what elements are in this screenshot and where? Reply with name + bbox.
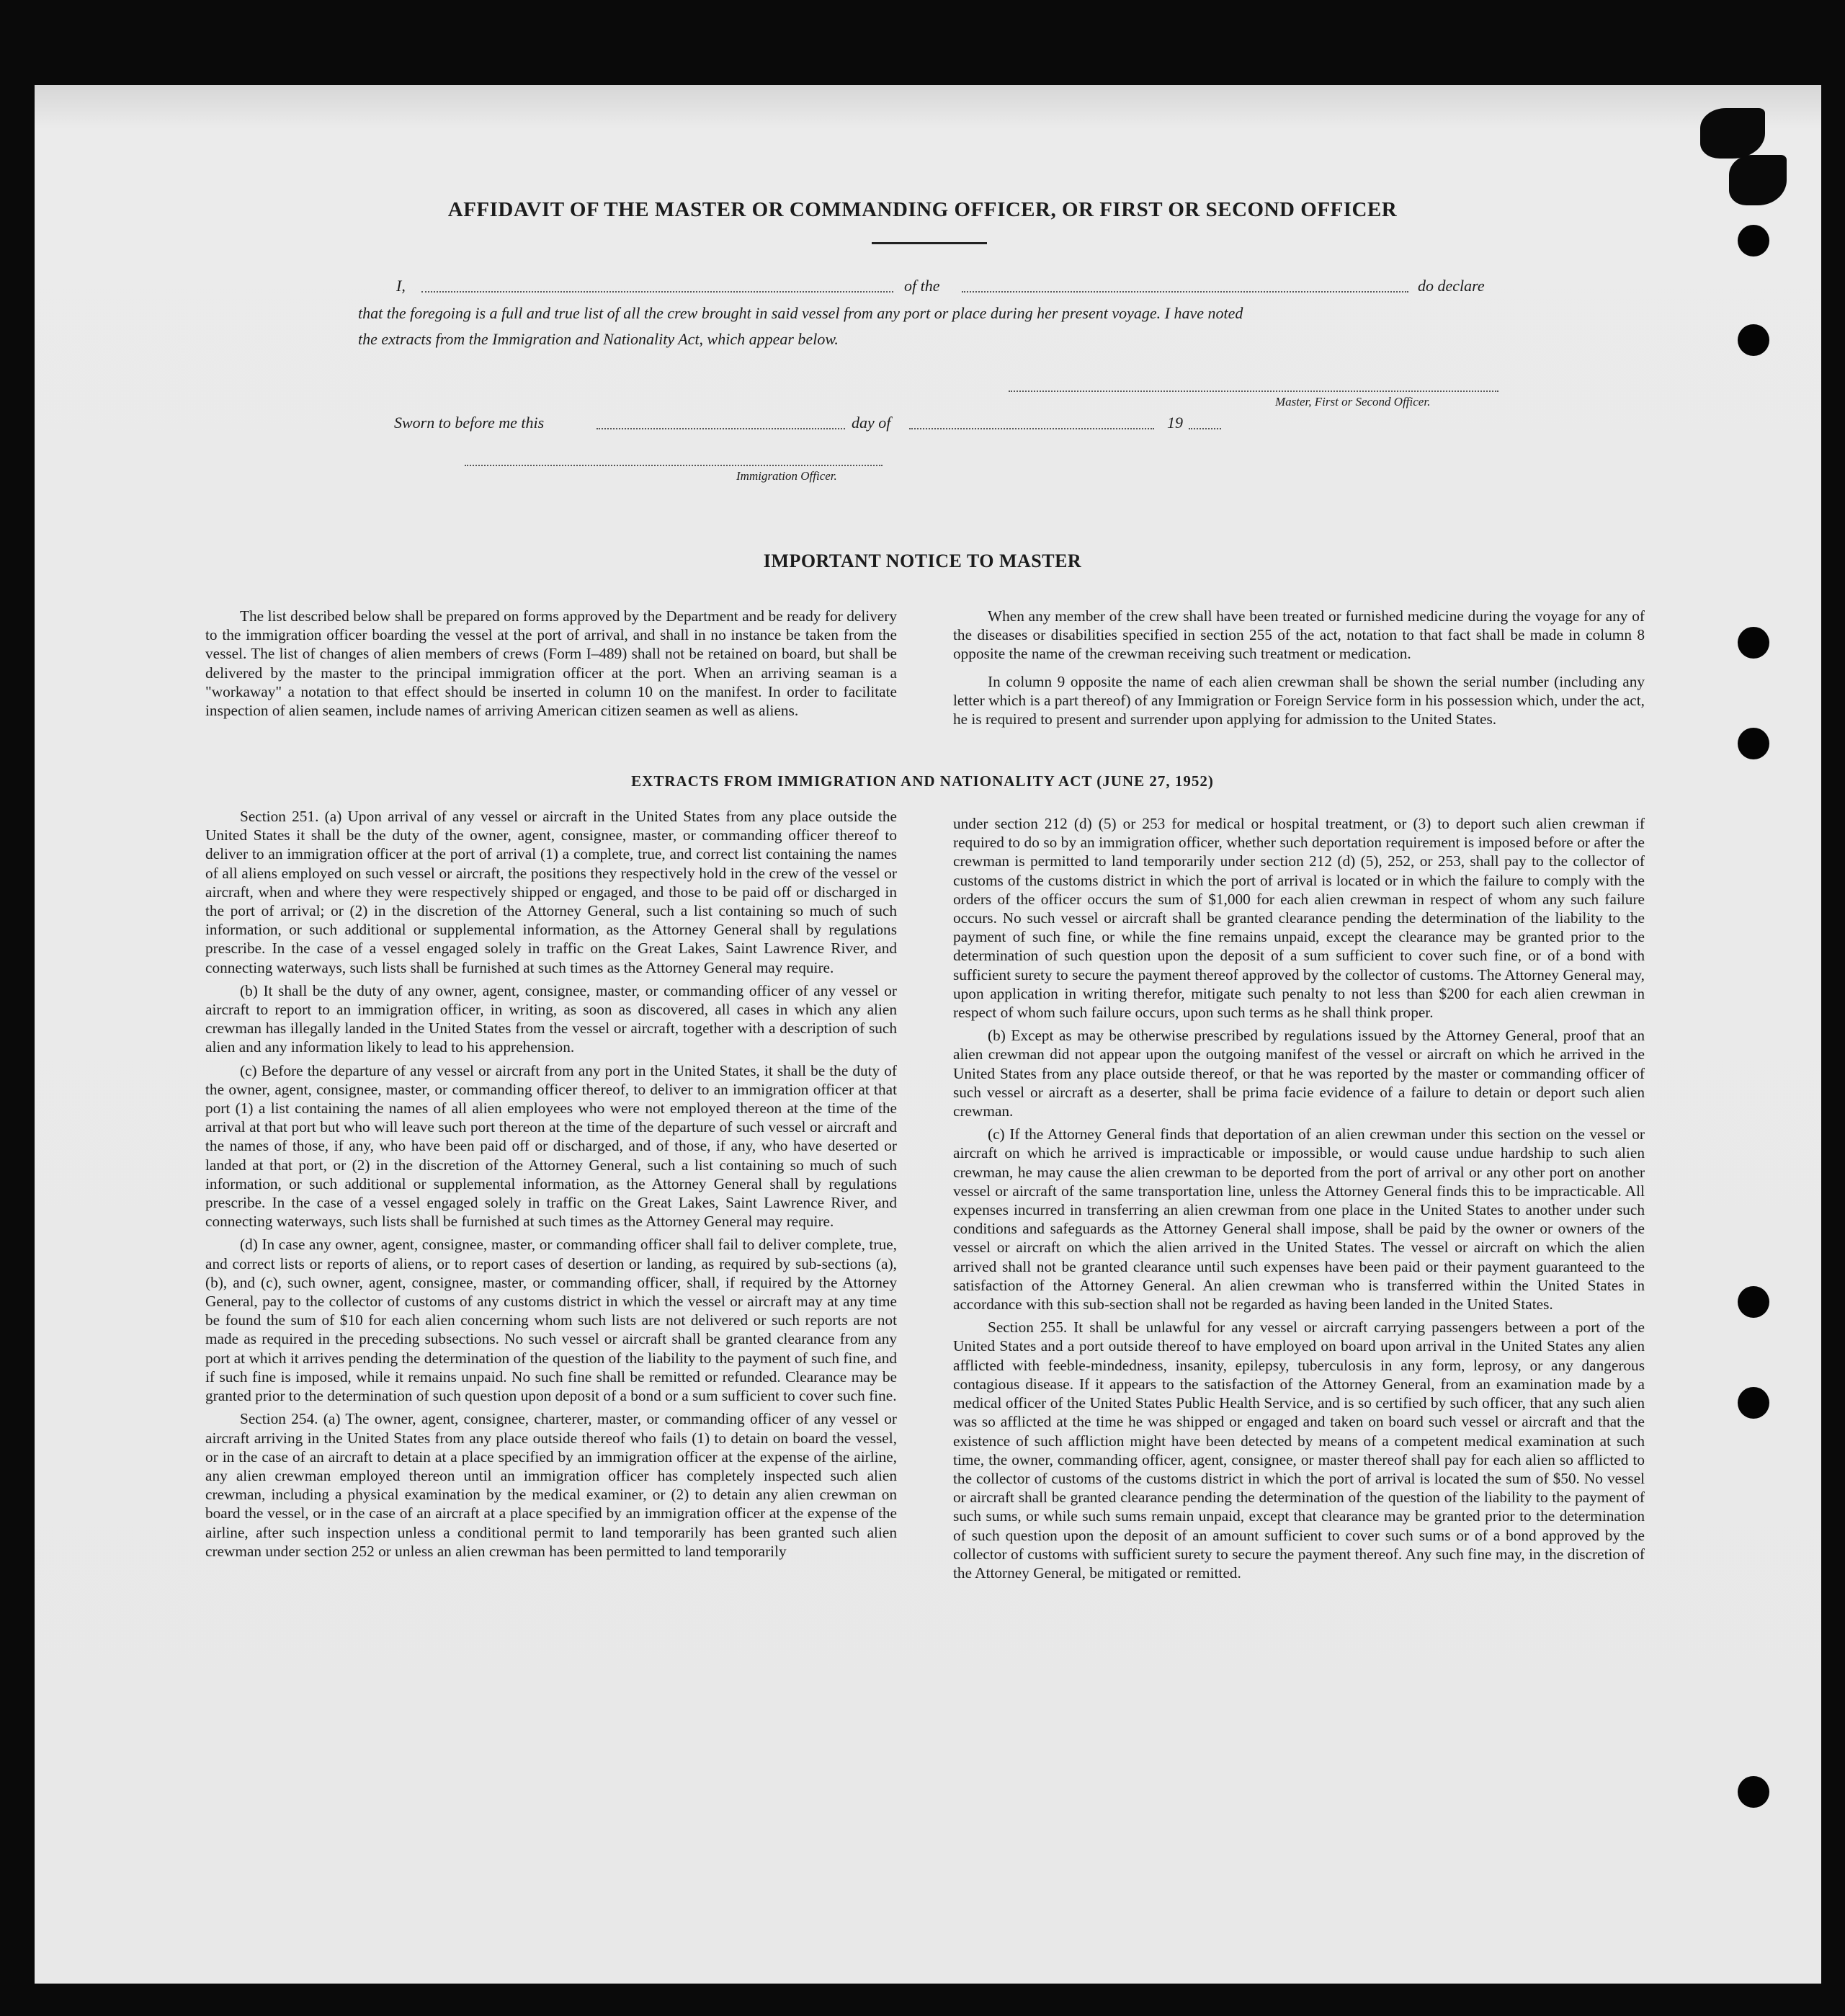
notice-title: IMPORTANT NOTICE TO MASTER	[763, 550, 1082, 571]
affidavit-statement-line: that the foregoing is a full and true list of all the crew brought in said vessel from any port or place during her present voyage. I have noted	[358, 304, 1243, 322]
act-paragraph: Section 251. (a) Upon arrival of any vessel or aircraft in the United States from any place outside the United States it shall be the duty of the owner, agent, consignee, master, or commanding officer thereof to deliver to an immigration officer at the port of arrival (1) a complete, true, and correct list containing the names of all aliens employed on such vessel or aircraft, the positions they respectively hold in the crew of the vessel or aircraft, when and where they were respectively shipped or engaged, and those to be paid off or discharged in the port of arrival; or (2) in the discretion of the Attorney General, such a list containing so much of such information, or such additional or supplemental information, as the Attorney General shall by regulations prescribe. In the case of a vessel engaged solely in traffic on the Great Lakes, Saint Lawrence River, and connecting waterways, such lists shall be furnished at such times as the Attorney General may require.	[205, 808, 897, 976]
binder-hole	[1738, 728, 1769, 759]
torn-corner	[1700, 108, 1765, 159]
extracts-title: EXTRACTS FROM IMMIGRATION AND NATIONALITY ACT (JUNE 27, 1952)	[631, 772, 1214, 790]
immigration-officer-signature-field[interactable]	[465, 465, 883, 466]
binder-hole	[1738, 225, 1769, 257]
extracts-left-column	[205, 807, 897, 1565]
extracts-right-column	[953, 814, 1645, 1587]
act-paragraph: (c) If the Attorney General finds that deportation of an alien crewman under this section on the vessel or aircraft on which he arrived is impracticable or impossible, or would cause undue hardship to such alien crewman, he may cause the alien crewman to be deported from the port of arrival or any other port on another vessel or aircraft of the same transportation line, unless the Attorney General finds this to be impracticable. All expenses incurred in transferring an alien crewman from one place in the United States to another under such conditions and safeguards as the Attorney General shall impose, shall be paid by the owner or owners of the vessel or aircraft on which the alien arrived in the United States. The vessel or aircraft on which the alien arrived shall not be granted clearance until such expenses have been paid or their payment guaranteed to the satisfaction of the Attorney General. An alien crewman who is transferred within the United States in accordance with this sub-section shall not be regarded as having been landed in the United States.	[953, 1125, 1645, 1313]
year-label: 19	[1167, 414, 1183, 432]
act-paragraph: Section 255. It shall be unlawful for any vessel or aircraft carrying passengers between a port of the United States and a port outside thereof to have employed on board upon arrival in the United States any alien afflicted with feeble-mindedness, insanity, epilepsy, tuberculosis in any form, leprosy, or any dangerous contagious disease. If it appears to the satisfaction of the Attorney General, from an examination made by a medical officer of the United States Public Health Service, and is so certified by such officer, that any such alien was so afflicted at the time he was shipped or engaged and taken on board such vessel or aircraft and that the existence of such affliction might have been detected by means of a competent medical examination at such time, the owner, commanding officer, agent, consignee, or master thereof shall pay for each alien so afflicted to the collector of customs of the customs district in which the port of arrival is located the sum of $50. No vessel or aircraft shall be granted clearance pending the determination of the question of the liability to the payment of such sums, or while such sums remain unpaid, except that clearance may be granted prior to the determination of such question upon the deposit of an amount sufficient to cover such sums or of a bond approved by the collector of customs with sufficient surety to secure the payment thereof. Any such fine may, in the discretion of the Attorney General, be mitigated or remitted.	[953, 1319, 1645, 1582]
binder-hole	[1738, 1776, 1769, 1808]
act-paragraph: (b) Except as may be otherwise prescribed by regulations issued by the Attorney General, proof that an alien crewman did not appear upon the outgoing manifest of the vessel or aircraft on which he arrived in the United States from any place outside thereof, or that he was reported by the master or commanding officer of such vessel or aircraft as a deserter, shall be prima facie evidence of a failure to detain or deport such alien crewman.	[953, 1027, 1645, 1120]
immigration-officer-caption: Immigration Officer.	[736, 469, 837, 483]
sworn-month-field[interactable]	[909, 428, 1154, 429]
master-caption: Master, First or Second Officer.	[1275, 395, 1431, 409]
vessel-field[interactable]	[962, 291, 1408, 293]
sworn-year-field[interactable]	[1189, 428, 1221, 429]
notice-right-column	[953, 607, 1645, 733]
act-paragraph: (b) It shall be the duty of any owner, agent, consignee, master, or commanding officer of any vessel or aircraft to report to an immigration officer, in writing, as soon as discovered, all cases in which any alien crewman has illegally landed in the United States from the vessel or aircraft, together with a description of such alien and any information likely to lead to his apprehension.	[205, 981, 897, 1056]
affidavit-of-the-label: of the	[904, 277, 940, 295]
affidavit-i-label: I,	[396, 277, 406, 295]
act-paragraph: Section 254. (a) The owner, agent, consignee, charterer, master, or commanding officer of any vessel or aircraft arriving in the United States from any place outside thereof who fails (1) to detain on board the vessel, or in the case of an aircraft to detain at a place specified by an immigration officer at the expense of the airline, any alien crewman employed thereon until an immigration officer has completely inspected such alien crewman, including a physical examination by the medical examiner, or (2) to detain any alien crewman on board the vessel, or in the case of an aircraft at a place specified by an immigration officer at the expense of the airline, after such inspection unless a conditional permit to land temporarily has been granted such alien crewman under section 252 or unless an alien crewman has been permitted to land temporarily	[205, 1410, 897, 1560]
title-rule	[872, 242, 987, 244]
affidavit-statement-line: the extracts from the Immigration and Nationality Act, which appear below.	[358, 330, 839, 348]
notice-paragraph: In column 9 opposite the name of each alien crewman shall be shown the serial number (including any letter which is a part thereof) of any Immigration or Foreign Service form in his possession which, under the act, he is required to present and surrender upon applying for admission to the United States.	[953, 672, 1645, 728]
notice-paragraph: The list described below shall be prepared on forms approved by the Department and be ready for delivery to the immigration officer boarding the vessel at the port of arrival, and shall in no instance be taken from the vessel. The list of changes of alien members of crews (Form I–489) shall not be retained on board, but shall be delivered by the master to the principal immigration officer at the port. When an arriving seaman is a "workaway" a notation to that effect should be inserted in column 10 on the manifest. In order to facilitate inspection of alien seamen, include names of arriving American citizen seamen as well as aliens.	[205, 607, 897, 720]
act-paragraph: (d) In case any owner, agent, consignee, master, or commanding officer shall fail to deliver complete, true, and correct lists or reports of aliens, or to report cases of desertion or landing, as required by sub-sections (a), (b), and (c), such owner, agent, consignee, master, or commanding officer, shall, if required by the Attorney General, pay to the collector of customs of any customs district in which the vessel or aircraft may at any time be found the sum of $10 for each alien concerning whom such lists are not delivered or such reports are not made as required in the preceding subsections. No such vessel or aircraft shall be granted clearance from any port at which it arrives pending the determination of the question of the liability to the payment of such fine, and if such fine is imposed, while it remains unpaid. No such fine shall be remitted or refunded. Clearance may be granted prior to the determination of such question upon deposit of a bond or a sum sufficient to cover such fine.	[205, 1236, 897, 1405]
name-field[interactable]	[421, 291, 893, 293]
affidavit-declare-label: do declare	[1418, 277, 1485, 295]
sworn-label: Sworn to before me this	[394, 414, 545, 432]
binder-hole	[1738, 627, 1769, 659]
notice-paragraph: When any member of the crew shall have been treated or furnished medicine during the voyage for any of the diseases or disabilities specified in section 255 of the act, notation to that fact shall be made in column 8 opposite the name of the crewman receiving such treatment or medication.	[953, 607, 1645, 663]
act-paragraph: under section 212 (d) (5) or 253 for medical or hospital treatment, or (3) to deport such alien crewman if required to do so by an immigration officer, whether such deportation requirement is imposed before or after the crewman is permitted to land temporarily under section 212 (d) (5), 252, or 253, shall pay to the collector of customs of the customs district in which the port of arrival is located or in which the failure to comply with the orders of the officer occurs the sum of $1,000 for each alien crewman in respect of whom any such failure occurs. No such vessel or aircraft shall be granted clearance pending the determination of the liability to the payment of such fine, or while the fine remains unpaid, except the clearance may be granted prior to the determination of such question upon the deposit of a sum sufficient to cover such fine, or of a bond with sufficient surety to secure the payment thereof approved by the collector of customs. The Attorney General may, upon application in writing therefor, mitigate such penalty to not less than $200 for each alien crewman in respect of whom such failure occurs, upon such terms as he shall think proper.	[953, 815, 1645, 1022]
day-of-label: day of	[852, 414, 891, 432]
notice-left-column	[205, 607, 897, 724]
sworn-day-field[interactable]	[597, 428, 845, 429]
binder-hole	[1738, 1387, 1769, 1419]
act-paragraph: (c) Before the departure of any vessel or aircraft from any port in the United States, it shall be the duty of the owner, agent, consignee, master, or commanding officer thereof, to deliver to an immigration officer at that port (1) a list containing the names of all alien employees who were not employed thereon at the time of the arrival at that port but who will leave such port thereon at the time of the departure of such vessel or aircraft and the names of those, if any, who have been paid off or discharged, and of those, if any, who have deserted or landed at that port, or (2) in the discretion of the Attorney General, such a list containing so much of such information, or such additional or supplemental information, as the Attorney General shall by regulations prescribe. In the case of a vessel engaged solely in traffic on the Great Lakes, Saint Lawrence River, and connecting waterways, such lists shall be furnished at such times as the Attorney General may require.	[205, 1061, 897, 1231]
binder-hole	[1738, 1286, 1769, 1318]
binder-hole	[1738, 324, 1769, 356]
affidavit-title: AFFIDAVIT OF THE MASTER OR COMMANDING OFFICER, OR FIRST OR SECOND OFFICER	[447, 198, 1398, 221]
master-signature-field[interactable]	[1009, 391, 1498, 392]
